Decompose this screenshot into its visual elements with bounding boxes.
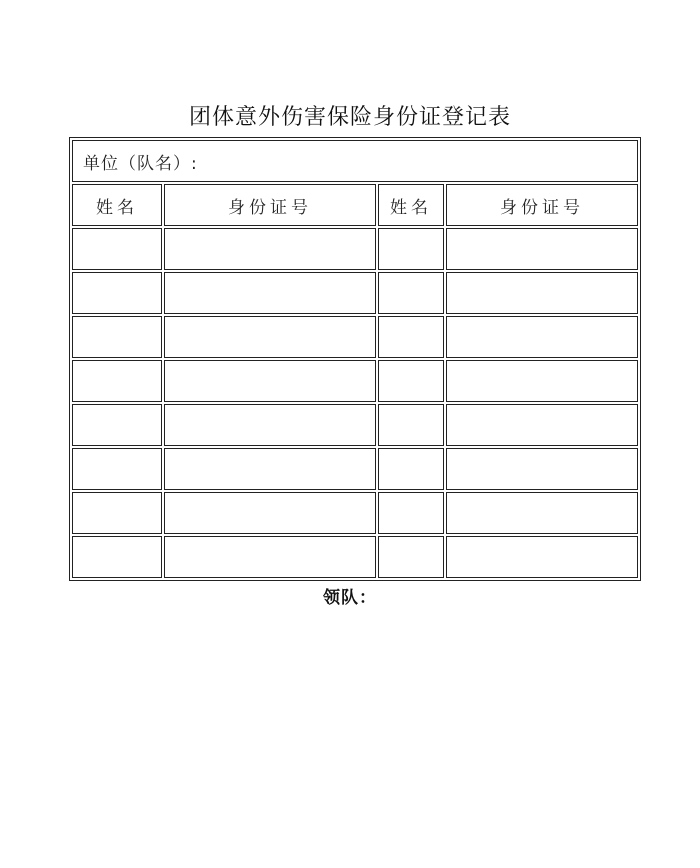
id-number-cell-1[interactable]: [164, 492, 376, 534]
id-number-cell-2[interactable]: [446, 492, 638, 534]
name-cell-1[interactable]: [72, 448, 162, 490]
id-number-cell-1[interactable]: [164, 536, 376, 578]
id-number-cell-2[interactable]: [446, 228, 638, 270]
header-id-number-2: 身份证号: [446, 184, 638, 226]
header-name-1: 姓名: [72, 184, 162, 226]
name-cell-1[interactable]: [72, 228, 162, 270]
team-leader-label: 领队：: [323, 588, 377, 608]
name-cell-1[interactable]: [72, 536, 162, 578]
id-number-cell-1[interactable]: [164, 316, 376, 358]
name-cell-2[interactable]: [378, 492, 444, 534]
id-number-cell-2[interactable]: [446, 316, 638, 358]
name-cell-2[interactable]: [378, 316, 444, 358]
table-row: [72, 536, 638, 578]
name-cell-2[interactable]: [378, 536, 444, 578]
id-number-cell-2[interactable]: [446, 404, 638, 446]
registration-table: [69, 137, 641, 581]
header-id-number-1: 身份证号: [164, 184, 376, 226]
name-cell-1[interactable]: [72, 492, 162, 534]
id-number-cell-2[interactable]: [446, 448, 638, 490]
id-number-cell-2[interactable]: [446, 272, 638, 314]
header-row: [72, 184, 638, 226]
table-row: [72, 448, 638, 490]
id-number-cell-2[interactable]: [446, 536, 638, 578]
header-name-2: 姓名: [378, 184, 444, 226]
id-number-cell-2[interactable]: [446, 360, 638, 402]
id-number-cell-1[interactable]: [164, 272, 376, 314]
unit-row: [72, 140, 638, 182]
table-row: [72, 492, 638, 534]
id-number-cell-1[interactable]: [164, 228, 376, 270]
id-number-cell-1[interactable]: [164, 404, 376, 446]
table-row: [72, 360, 638, 402]
name-cell-2[interactable]: [378, 448, 444, 490]
name-cell-1[interactable]: [72, 272, 162, 314]
table-row: [72, 272, 638, 314]
name-cell-2[interactable]: [378, 404, 444, 446]
name-cell-2[interactable]: [378, 360, 444, 402]
table-row: [72, 228, 638, 270]
unit-label: 单位（队名）:: [72, 140, 638, 182]
page-title: 团体意外伤害保险身份证登记表: [188, 105, 511, 130]
name-cell-2[interactable]: [378, 272, 444, 314]
name-cell-2[interactable]: [378, 228, 444, 270]
name-cell-1[interactable]: [72, 404, 162, 446]
name-cell-1[interactable]: [72, 316, 162, 358]
id-number-cell-1[interactable]: [164, 448, 376, 490]
id-number-cell-1[interactable]: [164, 360, 376, 402]
name-cell-1[interactable]: [72, 360, 162, 402]
table-row: [72, 404, 638, 446]
table-row: [72, 316, 638, 358]
